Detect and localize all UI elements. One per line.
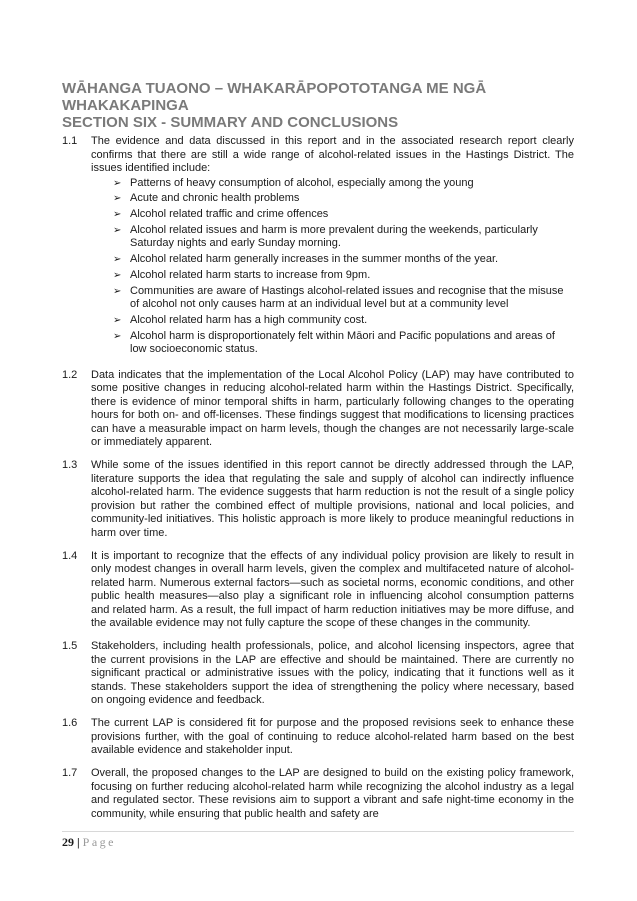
list-item: ➢ Patterns of heavy consumption of alcohol, especially among the young (113, 177, 574, 191)
paragraph-number: 1.7 (62, 767, 78, 780)
paragraph-number: 1.3 (62, 459, 78, 472)
paragraph-text: While some of the issues identified in this report cannot be directly addressed through the LAP, literature supports the idea that regulating the sale and supply of alcohol can indirectly influence alcohol-related harm. The evidence suggests that harm reduction is not the result of a single policy provision but rather the combined effect of multiple provisions, national and local policies, and community-led initiatives. This holistic approach is more likely to produce meaningful reductions in harm over time. (91, 459, 574, 539)
page-number: 29 (62, 835, 74, 849)
list-item: ➢ Acute and chronic health problems (113, 192, 574, 206)
paragraph-number: 1.5 (62, 640, 78, 653)
paragraph-text: Stakeholders, including health professionals, police, and alcohol licensing inspectors, agree that the current provisions in the LAP are effective and should be maintained. There are currently no significant practical or administrative issues with the policy, indicating that it functions well as it stands. These stakeholders support the idea of strengthening the policy where necessary, based on ongoing evidence and feedback. (91, 640, 574, 707)
issues-list (91, 177, 574, 357)
heading-line-3: SECTION SIX - SUMMARY AND CONCLUSIONS (62, 114, 399, 131)
paragraph-text: The current LAP is considered fit for purpose and the proposed revisions seek to enhance these provisions further, with the goal of continuing to reduce alcohol-related harm based on the best available evidence and stakeholder input. (91, 717, 574, 757)
page-footer (62, 835, 116, 850)
paragraph-1-6 (62, 717, 574, 758)
paragraph-1-7 (62, 767, 574, 821)
paragraph-text: The evidence and data discussed in this report and in the associated research report clearly confirms that there are still a wide range of alcohol-related issues in the Hastings District. The issues identified include: (91, 135, 574, 174)
paragraph-1-2 (62, 369, 574, 450)
paragraph-1-4 (62, 550, 574, 631)
list-item: ➢ Alcohol related harm generally increases in the summer months of the year. (113, 253, 574, 267)
list-item: ➢ Alcohol related traffic and crime offences (113, 208, 574, 222)
list-item: ➢ Alcohol related issues and harm is more prevalent during the weekends, particularly Saturday nights and early Sunday morning. (113, 224, 574, 251)
section-heading (62, 80, 582, 131)
paragraph-number: 1.2 (62, 368, 78, 381)
paragraph-number: 1.4 (62, 549, 78, 562)
paragraph-number: 1.6 (62, 717, 78, 730)
heading-line-1: WĀHANGA TUAONO – WHAKARĀPOPOTOTANGA ME NGĀ (62, 80, 487, 97)
paragraph-number: 1.1 (62, 135, 78, 147)
paragraph-1-3 (62, 459, 574, 540)
page-label: Page (82, 835, 116, 849)
paragraph-text: Data indicates that the implementation of the Local Alcohol Policy (LAP) may have contributed to some positive changes in reducing alcohol-related harm within the Hastings District. Specifically, there is evidence of minor temporal shifts in harm, particularly following changes to the operating hours for both on- and off-licenses. These findings suggest that modifications to licensing practices can have a measurable impact on harm levels, though the changes are not necessarily large-scale or immediately apparent. (91, 368, 574, 449)
paragraph-1-1 (62, 135, 574, 359)
list-item: ➢ Alcohol related harm has a high community cost. (113, 314, 574, 328)
paragraph-text: Overall, the proposed changes to the LAP are designed to build on the existing policy framework, focusing on further reducing alcohol-related harm while recognizing the alcohol industry as a legal and regulated sector. These revisions aim to support a vibrant and safe night-time economy in the community, while ensuring that public health and safety are (91, 767, 574, 820)
footer-separator: | (77, 835, 80, 849)
list-item: ➢ Communities are aware of Hastings alcohol-related issues and recognise that the misuse of alcohol not only causes harm at an individual level but at a community level (113, 285, 574, 312)
heading-line-2: WHAKAKAPINGA (62, 97, 189, 114)
list-item: ➢ Alcohol related harm starts to increase from 9pm. (113, 269, 574, 283)
footer-divider (62, 831, 574, 832)
list-item: ➢ Alcohol harm is disproportionately felt within Māori and Pacific populations and areas of low socioeconomic status. (113, 330, 574, 357)
paragraph-text: It is important to recognize that the effects of any individual policy provision are likely to result in only modest changes in overall harm levels, given the complex and multifaceted nature of alcohol-related harm. Numerous external factors—such as societal norms, economic conditions, and other public health measures—also play a significant role in influencing alcohol consumption patterns and related harm. As a result, the full impact of harm reduction initiatives may be more diffuse, and the available evidence may not fully capture the scope of these changes in the community. (91, 549, 574, 630)
paragraph-list (62, 135, 574, 831)
paragraph-1-5 (62, 640, 574, 708)
